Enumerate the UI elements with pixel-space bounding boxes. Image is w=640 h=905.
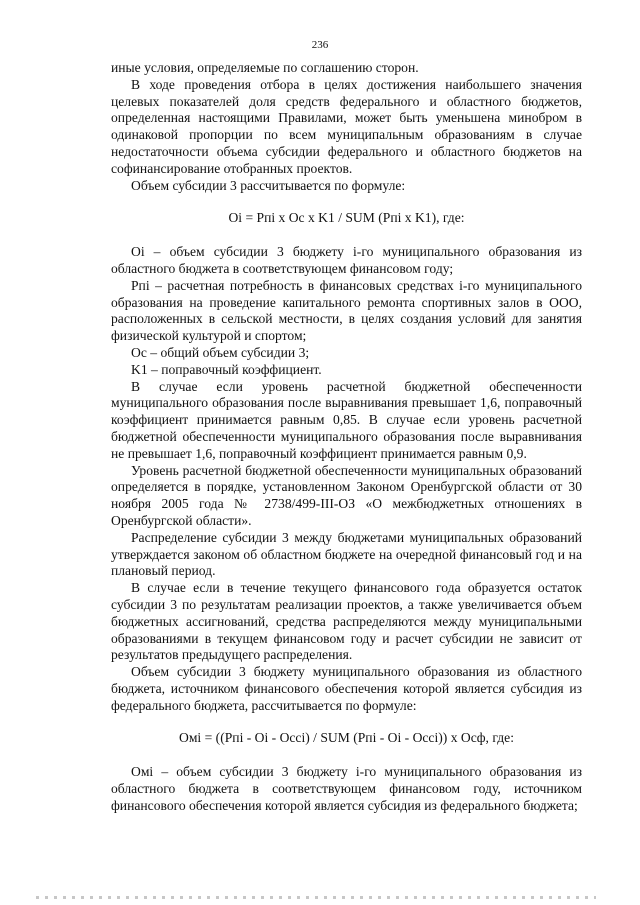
document-body	[111, 60, 582, 815]
paragraph: В ходе проведения отбора в целях достижения наибольшего значения целевых показателей доля средств федерального и областного бюджетов, определенная настоящими Правилами, может быть уменьшена минобром в одинаковой пропорции по всем муниципальным образованиям в случае недостаточности объема субсидии федерального и областного бюджетов на софинансирование отобранных проектов.	[111, 76, 582, 176]
paragraph: Уровень расчетной бюджетной обеспеченности муниципальных образований определяется в порядке, установленном Законом Оренбургской области от 30 ноября 2005 года № 2738/499-III-ОЗ «О межбюджетных отношениях в Оренбургской области».	[111, 462, 582, 528]
paragraph: В случае если уровень расчетной бюджетной обеспеченности муниципального образования после выравнивания превышает 1,6, поправочный коэффициент принимается равным 0,85. В случае если уровень расчетной бюджетной обеспеченности муниципального образования после выравнивания не превышает 1,6, поправочный коэффициент принимается равным 0,9.	[111, 378, 582, 461]
paragraph: K1 – поправочный коэффициент.	[131, 361, 322, 377]
paragraph: Объем субсидии 3 рассчитывается по формуле:	[131, 177, 406, 193]
formula-subsidy-federal: Oмi = ((Pпi - Oi - Occi) / SUM (Pпi - Oi - Occi)) x Ocф, где:	[179, 730, 514, 746]
paragraph: Объем субсидии 3 бюджету муниципального образования из областного бюджета, источником финансового обеспечения которой является субсидия из федерального бюджета, рассчитывается по формуле:	[111, 664, 582, 713]
paragraph: Oмi – объем субсидии 3 бюджету i-го муниципального образования из областного бюджета в соответствующем финансовом году, источником финансового обеспечения которой является субсидия из федерального бюджета;	[111, 764, 582, 813]
paragraph: Распределение субсидии 3 между бюджетами муниципальных образований утверждается законом об областном бюджете на очередной финансовый год и на плановый период.	[111, 529, 582, 579]
paragraph: иные условия, определяемые по соглашению сторон.	[111, 60, 419, 75]
paragraph: Pпi – расчетная потребность в финансовых средствах i-го муниципального образования на проведение капитального ремонта спортивных залов в ООО, расположенных в сельской местности, в целях создания условий для занятия физической культурой и спортом;	[111, 277, 582, 344]
scan-artifact-line	[36, 896, 596, 899]
formula-subsidy-3: Oi = Pпi x Oc x K1 / SUM (Pпi x K1), где:	[228, 210, 465, 226]
page-number: 236	[311, 39, 329, 51]
paragraph: В случае если в течение текущего финансового года образуется остаток субсидии 3 по результатам реализации проектов, а также увеличивается объем бюджетных ассигнований, средства распределяются между муниципальными образованиями в текущем финансовом году и расчет субсидии не зависит от результатов предыдущего распределения.	[111, 580, 582, 663]
paragraph: Oi – объем субсидии 3 бюджету i-го муниципального образования из областного бюджета в соответствующем финансовом году;	[111, 244, 582, 276]
paragraph: Oc – общий объем субсидии 3;	[131, 344, 310, 360]
